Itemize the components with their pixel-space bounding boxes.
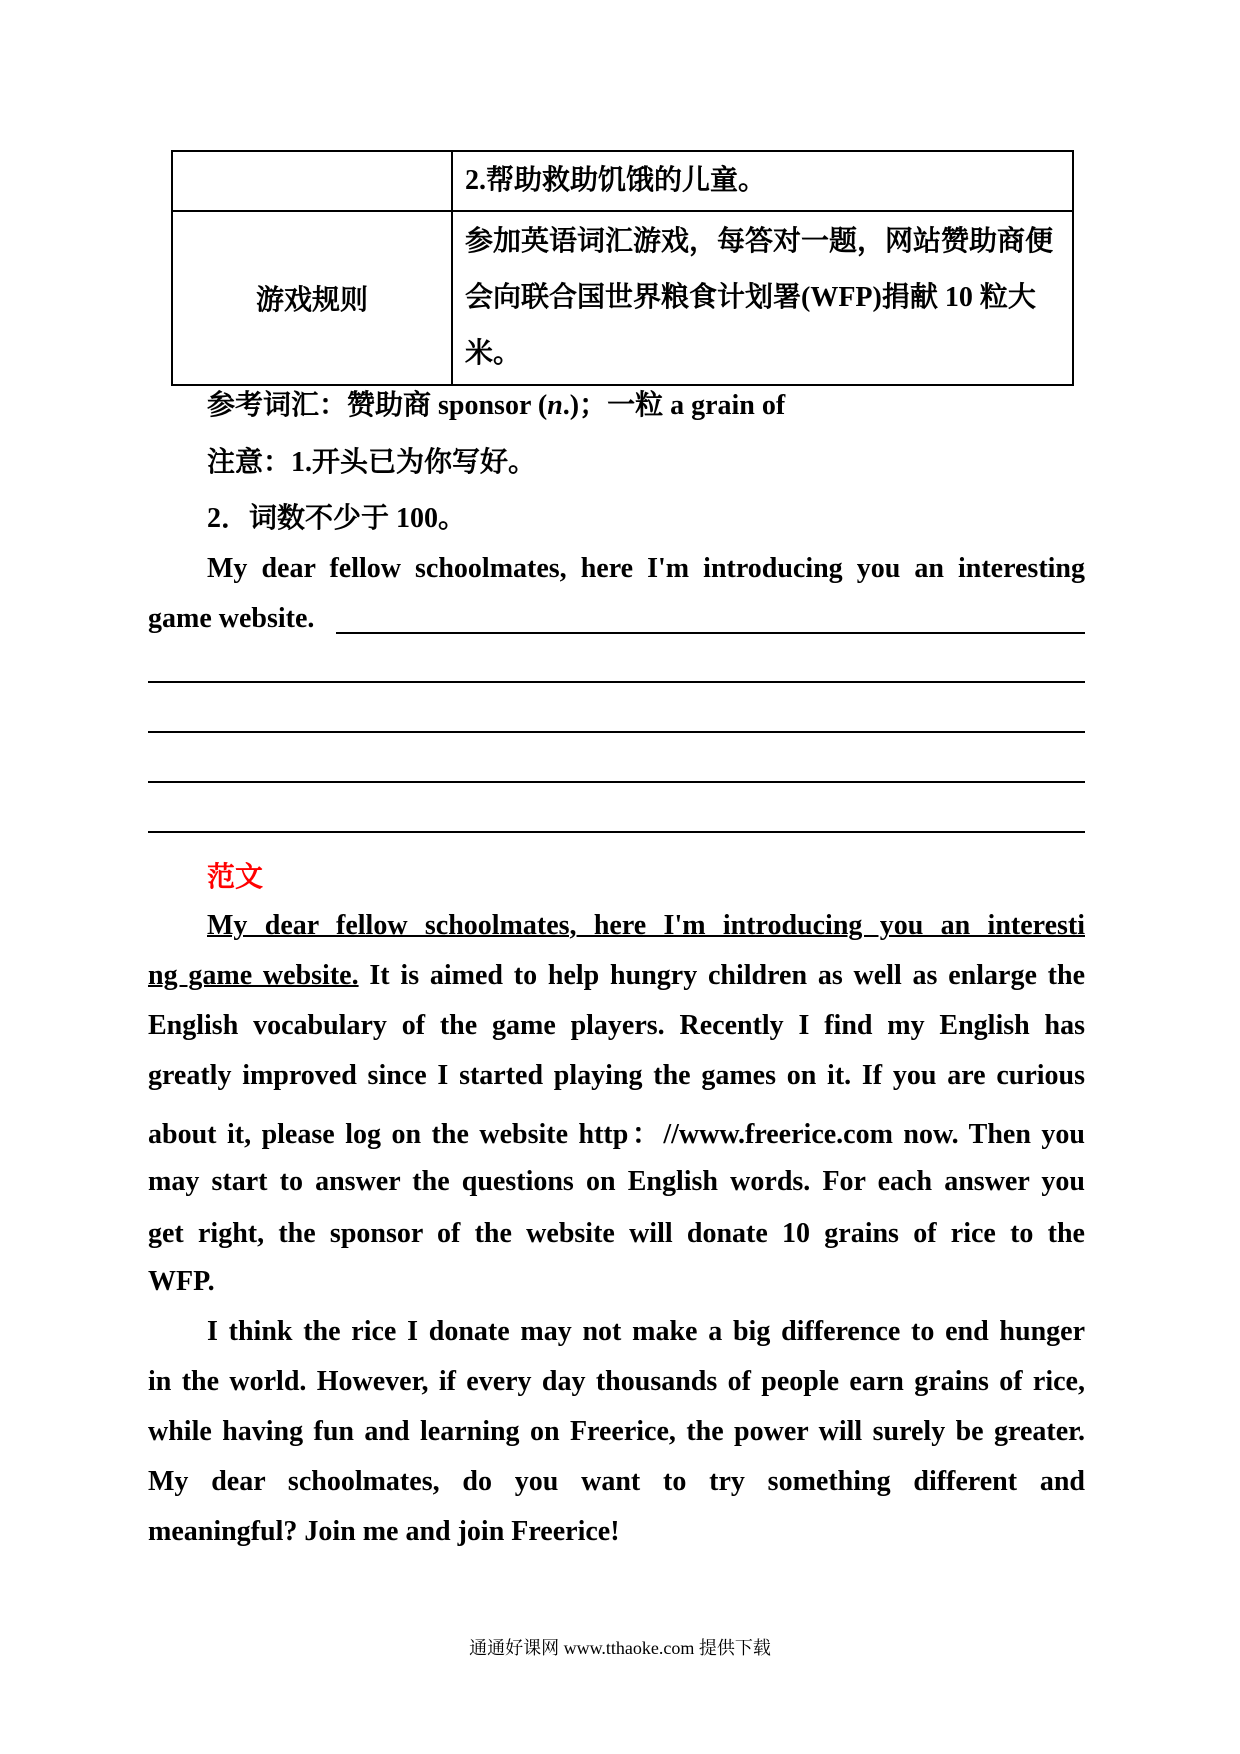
model-line: in the world. However, if every day thousands of people earn grains of rice,: [148, 1366, 1085, 1397]
note-1: 注意：1.开头已为你写好。: [207, 447, 537, 478]
table-cell-content: 2.帮助救助饥饿的儿童。: [452, 151, 1073, 211]
rules-table: [171, 150, 1074, 386]
vocab-pos: n: [547, 390, 563, 421]
model-line: may start to answer the questions on English words. For each answer you: [148, 1166, 1085, 1197]
model-line: get right, the sponsor of the website will donate 10 grains of rice to the: [148, 1218, 1085, 1249]
answer-blank-line[interactable]: [148, 681, 1085, 683]
vocab-suffix: .)；一粒 a grain of: [562, 390, 786, 421]
vocab-prefix: 参考词汇：赞助商 sponsor (: [207, 390, 548, 421]
answer-blank-line[interactable]: [148, 831, 1085, 833]
model-line: My dear fellow schoolmates, here I'm introducing you an interesti: [207, 910, 1085, 941]
table-cell-label: [172, 151, 452, 211]
model-line: I think the rice I donate may not make a big difference to end hunger: [207, 1316, 1085, 1347]
vocab-line: [207, 383, 785, 423]
model-line: about it, please log on the website http：//www.freerice.com now. Then you: [148, 1119, 1085, 1150]
model-heading: 范文: [207, 862, 264, 893]
page-footer: 通通好课网 www.tthaoke.com 提供下载: [469, 1638, 771, 1658]
table-cell-content: 参加英语词汇游戏，每答对一题，网站赞助商便会向联合国世界粮食计划署(WFP)捐献 10 粒大米。: [452, 211, 1073, 385]
note-2: 2．词数不少于 100。: [207, 503, 467, 534]
answer-blank-line[interactable]: [148, 731, 1085, 733]
model-underlined-text: ng game website.: [148, 960, 359, 991]
model-text: It is aimed to help hungry children as well as enlarge the: [369, 960, 1086, 991]
table-row: [172, 151, 1073, 211]
model-line: WFP.: [148, 1266, 215, 1297]
prompt-line-2: game website.: [148, 603, 315, 634]
prompt-line-1: My dear fellow schoolmates, here I'm introducing you an interesting: [207, 553, 1085, 584]
model-line: My dear schoolmates, do you want to try something different and: [148, 1466, 1085, 1497]
table-row: [172, 211, 1073, 385]
answer-blank-line[interactable]: [148, 781, 1085, 783]
model-line: greatly improved since I started playing the games on it. If you are curious: [148, 1060, 1085, 1091]
answer-blank-line[interactable]: [336, 632, 1085, 634]
table-cell-label: 游戏规则: [172, 211, 452, 385]
model-line: [148, 960, 1085, 992]
model-line: English vocabulary of the game players. Recently I find my English has: [148, 1010, 1085, 1041]
model-line: while having fun and learning on Freerice, the power will surely be greater.: [148, 1416, 1085, 1447]
model-line: meaningful? Join me and join Freerice!: [148, 1516, 620, 1547]
